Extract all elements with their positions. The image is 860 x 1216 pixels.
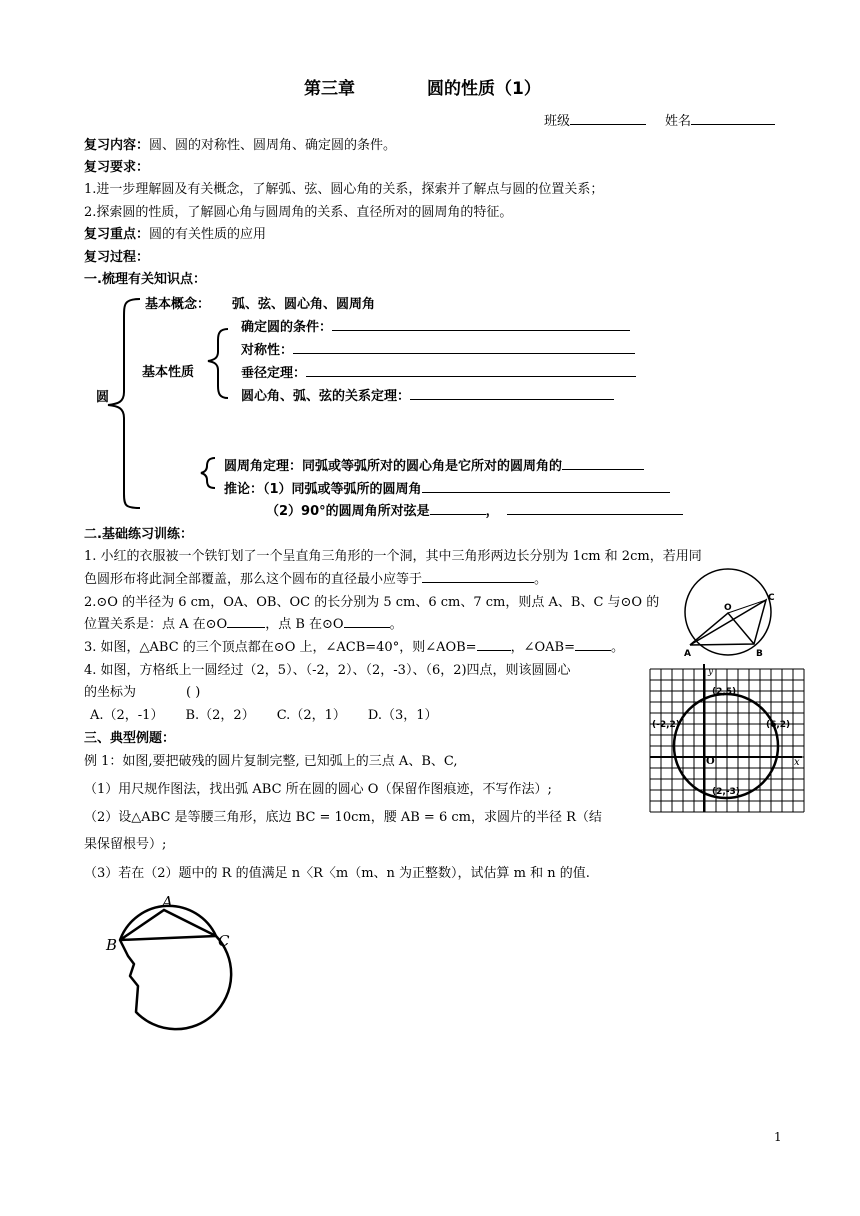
- chapter-title: 第三章: [304, 79, 355, 99]
- p4-label: 圆心角、弧、弦的关系定理：: [241, 389, 411, 404]
- q2-text-b: ，点 B 在⊙O: [265, 617, 344, 632]
- example-1-intro: 例 1：如图,要把破残的圆片复制完整, 已知弧上的三点 A、B、C,: [84, 754, 458, 769]
- q4-options: [90, 704, 438, 723]
- figure-broken-circle: [100, 890, 240, 1040]
- t3-comma: ，: [485, 504, 499, 519]
- q4-line-1: 4. 如图，方格纸上一圆经过（2，5）、（-2，2）、（2，-3）、（6，2)四点，则该圆圆心: [84, 663, 571, 678]
- q3-blank-b[interactable]: [575, 637, 611, 651]
- p1-label: 确定圆的条件：: [241, 320, 333, 335]
- option-d[interactable]: D.（3，1）: [367, 708, 438, 723]
- fig1-label-c: C: [768, 593, 775, 603]
- section-3-heading: 三、典型例题：: [84, 731, 176, 746]
- p3-label: 垂径定理：: [241, 366, 307, 381]
- content-text: 圆、圆的对称性、圆周角、确定圆的条件。: [149, 138, 397, 153]
- process-label: 复习过程：: [84, 250, 150, 265]
- content-label: 复习内容：: [84, 138, 150, 153]
- t3-blank-2[interactable]: [507, 501, 683, 515]
- basic-concept-text: 弧、弦、圆心角、圆周角: [232, 297, 376, 312]
- t1-blank[interactable]: [562, 456, 644, 470]
- basic-property-label: 基本性质: [142, 365, 195, 380]
- q3-text-b: ，∠OAB=: [510, 640, 575, 655]
- root-circle-label: 圆: [96, 390, 110, 405]
- example-1-part-1: （1）用尺规作图法，找出弧 ABC 所在圆的圆心 O（保留作图痕迹，不写作法）;: [84, 782, 552, 797]
- section-1-heading: 一.梳理有关知识点：: [84, 272, 206, 287]
- corollary-1: [224, 478, 670, 497]
- property-determine-circle: [241, 316, 630, 335]
- basic-concept: [145, 293, 375, 312]
- req-label: 复习要求：: [84, 160, 150, 175]
- topic-title: 圆的性质（1）: [427, 79, 541, 99]
- fig2-point-bottom: (2,-3): [712, 787, 740, 797]
- q3-line: [84, 636, 624, 655]
- t2-blank[interactable]: [422, 479, 670, 493]
- fig2-point-top: (2,5): [712, 687, 737, 697]
- fig2-point-right: (6,2): [766, 720, 791, 730]
- fig2-label-o: O: [706, 756, 715, 767]
- focus-text: 圆的有关性质的应用: [149, 227, 267, 242]
- fig1-label-b: B: [756, 649, 763, 659]
- fig2-point-left: (-2,2): [652, 720, 680, 730]
- option-b[interactable]: B.（2，2）: [185, 708, 255, 723]
- q2-line-2: [84, 613, 403, 632]
- fig3-label-a: A: [162, 893, 173, 911]
- example-1-part-3: （3）若在（2）题中的 R 的值满足 n〈R〈m（m、n 为正整数），试估算 m 和 n 的值.: [84, 866, 590, 881]
- option-c[interactable]: C.（2，1）: [276, 708, 346, 723]
- q2-end: 。: [389, 617, 403, 632]
- fig3-label-c: C: [218, 932, 230, 950]
- t3-label: （2）90°的圆周角所对弦是: [266, 504, 430, 519]
- q3-blank-a[interactable]: [477, 637, 511, 651]
- q2-text-a: 位置关系是：点 A 在⊙O: [84, 617, 228, 632]
- figure-circle-triangle: [676, 566, 786, 666]
- q4-paren: ( ): [186, 685, 201, 700]
- property-relation: [241, 385, 614, 404]
- q3-text-a: 3. 如图，△ABC 的三个顶点都在⊙O 上，∠ACB=40°，则∠AOB=: [84, 640, 477, 655]
- fig2-label-y: y: [708, 667, 714, 677]
- fig2-label-x: x: [794, 757, 800, 768]
- fig1-label-a: A: [684, 649, 691, 659]
- q3-end: 。: [610, 640, 624, 655]
- t3-blank-1[interactable]: [430, 501, 486, 515]
- class-label: 班级: [544, 114, 571, 129]
- fig1-label-o: O: [724, 603, 732, 613]
- q1-blank[interactable]: [422, 569, 534, 583]
- req-2: 2.探索圆的性质，了解圆心角与圆周角的关系、直径所对的圆周角的特征。: [84, 205, 513, 220]
- p4-blank[interactable]: [410, 386, 614, 400]
- q1-text: 色圆形布将此洞全部覆盖，那么这个圆布的直径最小应等于: [84, 572, 423, 587]
- q1-end: 。: [534, 572, 548, 587]
- corollary-2: [266, 500, 683, 519]
- section-2-heading: 二.基础练习训练：: [84, 527, 193, 542]
- q2-line-1: 2.⊙O 的半径为 6 cm，OA、OB、OC 的长分别为 5 cm、6 cm、7 cm，则点 A、B、C 与⊙O 的: [84, 595, 660, 610]
- example-1-part-2a: （2）设△ABC 是等腰三角形，底边 BC = 10cm，腰 AB = 6 cm，求圆片的半径 R（结: [84, 810, 602, 825]
- figure-grid-circle: [646, 664, 806, 814]
- q4-text: 的坐标为: [84, 685, 137, 700]
- basic-concept-label: 基本概念：: [145, 297, 211, 312]
- req-1: 1.进一步理解圆及有关概念，了解弧、弦、圆心角的关系，探索并了解点与圆的位置关系；: [84, 182, 604, 197]
- t1-label: 圆周角定理：同弧或等弧所对的圆心角是它所对的圆周角的: [224, 459, 563, 474]
- fig3-label-b: B: [106, 936, 118, 954]
- q2-blank-a[interactable]: [227, 614, 265, 628]
- q1-line-2: [84, 568, 547, 587]
- property-perpendicular: [241, 362, 636, 381]
- t2-label: 推论：（1）同弧或等弧所的圆周角: [224, 482, 422, 497]
- p3-blank[interactable]: [306, 363, 636, 377]
- p2-blank[interactable]: [293, 340, 635, 354]
- option-a[interactable]: A.（2，-1）: [90, 708, 164, 723]
- q2-blank-b[interactable]: [344, 614, 390, 628]
- focus-label: 复习重点：: [84, 227, 150, 242]
- example-1-part-2b: 果保留根号）;: [84, 837, 167, 852]
- property-symmetry: [241, 339, 635, 358]
- name-label: 姓名: [665, 114, 692, 129]
- q1-line-1: 1. 小红的衣服被一个铁钉划了一个呈直角三角形的一个洞，其中三角形两边长分别为 1cm 和 2cm，若用同: [84, 549, 702, 564]
- theorem-inscribed-angle: [224, 455, 644, 474]
- q4-line-2: [84, 681, 200, 700]
- p1-blank[interactable]: [332, 317, 630, 331]
- p2-label: 对称性：: [241, 343, 294, 358]
- page-number: 1: [774, 1130, 782, 1144]
